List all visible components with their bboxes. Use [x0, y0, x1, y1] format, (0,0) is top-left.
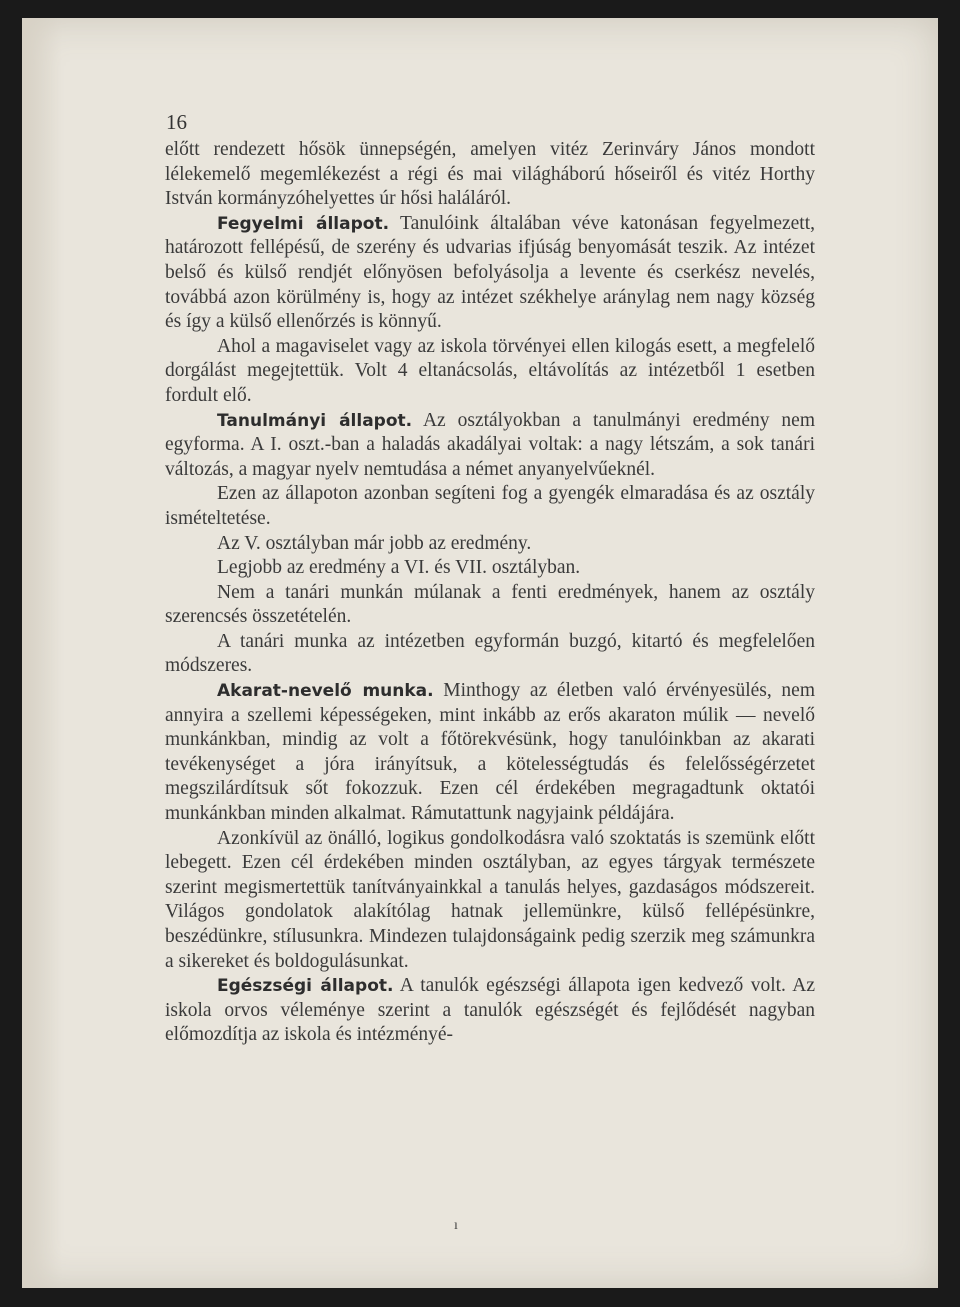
section-heading: Akarat-nevelő munka.	[217, 681, 434, 702]
body-text	[165, 138, 815, 1048]
paragraph-text: Ahol a magaviselet vagy az iskola törvényei ellen kilogás esett, a megfelelő dorgálást megejtettük. Volt 4 eltanácsolás, eltávolítás az intézetből 1 esetben fordult elő.	[165, 335, 815, 406]
paragraph-text: Nem a tanári munkán múlanak a fenti eredmények, hanem az osztály szerencsés összetételén.	[165, 581, 815, 628]
paragraph-intro	[165, 138, 815, 212]
paragraph-text: Minthogy az életben való érvényesülés, nem annyira a szellemi képességeken, mint inkább az erős akaraton múlik — nevelő munkánkban, mindig az volt a főtörekvésünk, hogy tanulóinkban az akarati tevékenységet a jóra irányítsuk, a kötelességtudás és felelősségérzetet megszilárdítsuk sőt fokozzuk. Ezen cél érdekében megragadtunk oktatói munkánkban minden alkalmat. Rámutattunk nagyjaink példájára.	[165, 680, 815, 825]
paragraph-text: Az osztályokban a tanulmányi eredmény nem egyforma. A I. oszt.-ban a haladás akadályai voltak: a nagy létszám, a sok tanári változás, a magyar nyelv nemtudása a német anyanyelvűeknél.	[165, 409, 815, 480]
paragraph-allapot	[165, 482, 815, 531]
paragraph-text: A tanári munka az intézetben egyformán buzgó, kitartó és megfelelően módszeres.	[165, 630, 815, 677]
document-page	[22, 18, 938, 1288]
section-heading: Fegyelmi állapot.	[217, 213, 390, 234]
paragraph-text: A tanulók egészségi állapota igen kedvező volt. Az iskola orvos véleménye szerint a tanulók egészségét és fejlődését nagyban előmozdítja az iskola és intézményé-	[165, 975, 815, 1046]
paragraph-tanulmanyi	[165, 409, 815, 483]
paragraph-egeszsegi	[165, 974, 815, 1048]
section-heading: Tanulmányi állapot.	[217, 410, 413, 431]
signature-mark: ı	[454, 1218, 458, 1233]
paragraph-tanari-munka	[165, 630, 815, 679]
paragraph-tanari-munkan	[165, 581, 815, 630]
paragraph-text: Tanulóink általában véve katonásan fegyelmezett, határozott fellépésű, de szerény és udvarias ifjúság benyomását teszik. Az intézet belső és külső rendjét előnyösen befolyásolja a levente és cserkész nevelés, továbbá azon körülmény is, hogy az intézet székhelye aránylag nem nagy község és így a külső ellenőrzés is könnyű.	[165, 212, 815, 333]
paragraph-onallo	[165, 827, 815, 975]
paragraph-text: Legjobb az eredmény a VI. és VII. osztályban.	[217, 557, 581, 579]
paragraph-akarat	[165, 679, 815, 827]
paragraph-fegyelmi	[165, 212, 815, 335]
page-edge-shadow	[22, 18, 62, 1288]
paragraph-text: Azonkívül az önálló, logikus gondolkodásra való szoktatás is szemünk előtt lebegett. Ezen cél érdekében minden osztályban, az egyes tárgyak természete szerint megismertettük tanítványainkkal a tanulás helyes, gazdaságos módszereit. Világos gondolatok alakítólag hatnak jellemünkre, külső fellépésünkre, beszédünkre, stílusunkra. Mindezen tulajdonságaink pedig szerzik meg számunkra a sikereket és boldogulásunkat.	[165, 827, 815, 972]
page-number: 16	[166, 110, 187, 134]
paragraph-v-osztaly	[165, 532, 815, 557]
paragraph-text: Az V. osztályban már jobb az eredmény.	[217, 532, 532, 554]
paragraph-magaviselet	[165, 335, 815, 409]
paragraph-text: Ezen az állapoton azonban segíteni fog a gyengék elmaradása és az osztály ismételtetése.	[165, 483, 815, 529]
paragraph-legjobb	[165, 556, 815, 581]
section-heading: Egészségi állapot.	[217, 976, 394, 997]
paragraph-text: előtt rendezett hősök ünnepségén, amelyen vitéz Zerinváry János mondott lélekemelő megemlékezést a régi és mai világháború hőseiről és vitéz Horthy István kormányzóhelyettes úr hősi haláláról.	[165, 139, 815, 210]
